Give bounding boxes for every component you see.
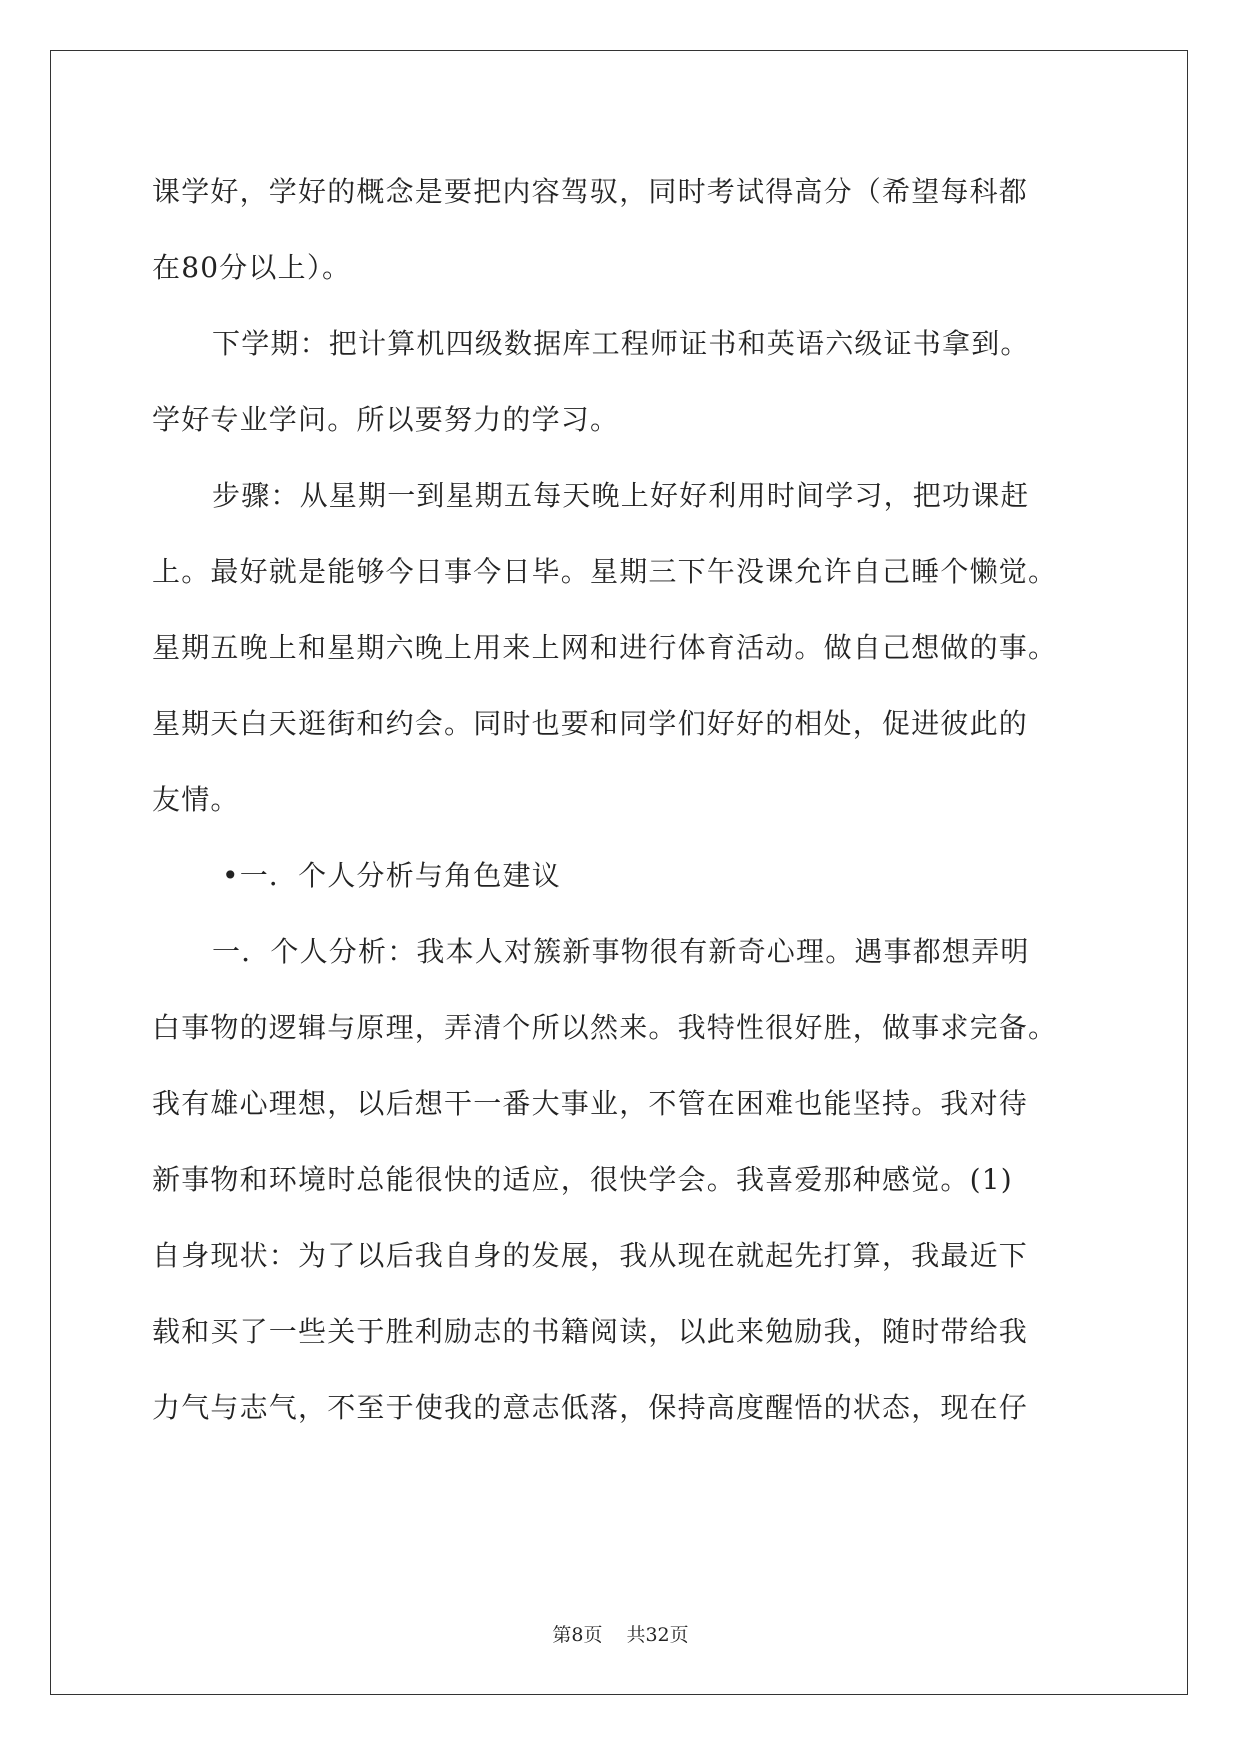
body-line: 学好专业学问。所以要努力的学习。 <box>152 403 620 436</box>
body-line: 新事物和环境时总能很快的适应，很快学会。我喜爱那种感觉。(1) <box>152 1163 1013 1196</box>
page-number: 第8页 <box>552 1624 603 1646</box>
body-line: 友情。 <box>152 783 240 816</box>
paragraph-line: 一．个人分析：我本人对簇新事物很有新奇心理。遇事都想弄明 <box>212 935 1030 968</box>
body-line: 我有雄心理想，以后想干一番大事业，不管在困难也能坚持。我对待 <box>152 1087 1029 1120</box>
body-line: 载和买了一些关于胜利励志的书籍阅读，以此来勉励我，随时带给我 <box>152 1315 1029 1348</box>
paragraph-line: 下学期：把计算机四级数据库工程师证书和英语六级证书拿到。 <box>212 327 1030 360</box>
page-footer <box>0 1623 1241 1647</box>
page-border <box>50 50 1188 1695</box>
page-total: 共32页 <box>626 1624 689 1646</box>
body-line: 力气与志气，不至于使我的意志低落，保持高度醒悟的状态，现在仔 <box>152 1391 1029 1424</box>
body-line: 星期五晚上和星期六晚上用来上网和进行体育活动。做自己想做的事。 <box>152 631 1058 664</box>
paragraph-line: 步骤：从星期一到星期五每天晚上好好利用时间学习，把功课赶 <box>212 479 1030 512</box>
section-heading: •一．个人分析与角色建议 <box>222 859 561 892</box>
body-line: 上。最好就是能够今日事今日毕。星期三下午没课允许自己睡个懒觉。 <box>152 555 1058 588</box>
body-line: 在80分以上）。 <box>152 251 352 284</box>
body-line: 星期天白天逛街和约会。同时也要和同学们好好的相处，促进彼此的 <box>152 707 1029 740</box>
body-line: 课学好，学好的概念是要把内容驾驭，同时考试得高分（希望每科都 <box>152 175 1029 208</box>
body-line: 自身现状：为了以后我自身的发展，我从现在就起先打算，我最近下 <box>152 1239 1029 1272</box>
body-line: 白事物的逻辑与原理，弄清个所以然来。我特性很好胜，做事求完备。 <box>152 1011 1058 1044</box>
